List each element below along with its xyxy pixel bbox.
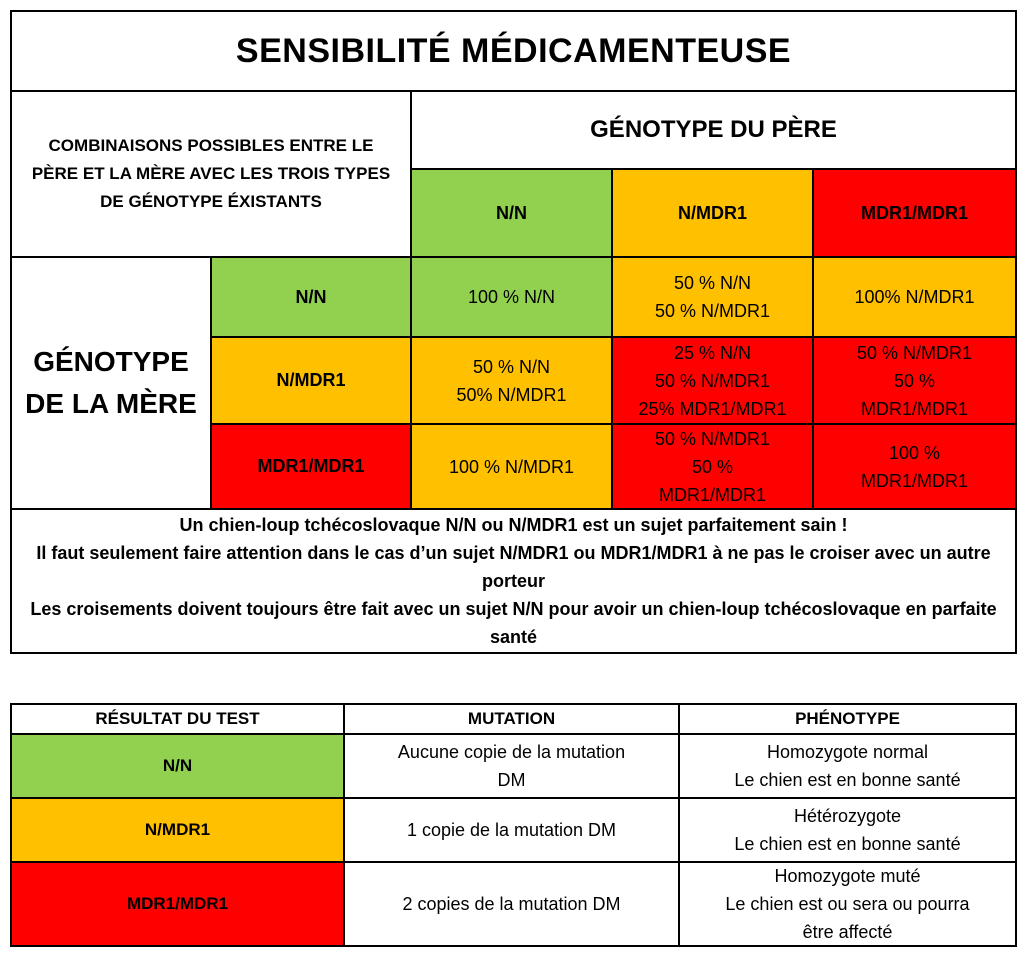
note-line: Il faut seulement faire attention dans le cas d’un sujet N/MDR1 ou MDR1/MDR1 à ne pas le croiser avec un autre porteur xyxy=(36,543,991,591)
grid-cell: 50 % N/N 50 % N/MDR1 xyxy=(611,256,814,338)
mother-genotype-nn: N/N xyxy=(210,256,412,338)
legend-header-phenotype: PHÉNOTYPE xyxy=(678,703,1017,735)
legend-phenotype: Homozygote normal Le chien est en bonne santé xyxy=(678,733,1017,799)
grid-cell: 100 % MDR1/MDR1 xyxy=(812,423,1017,510)
grid-cell: 50 % N/N 50% N/MDR1 xyxy=(410,336,613,425)
mother-genotype-mdr1mdr1: MDR1/MDR1 xyxy=(210,423,412,510)
grid-cell: 100% N/MDR1 xyxy=(812,256,1017,338)
legend-mutation: Aucune copie de la mutation DM xyxy=(343,733,680,799)
father-genotype-header: GÉNOTYPE DU PÈRE xyxy=(410,90,1017,170)
legend-mutation: 1 copie de la mutation DM xyxy=(343,797,680,863)
grid-cell: 50 % N/MDR1 50 % MDR1/MDR1 xyxy=(812,336,1017,425)
grid-cell: 100 % N/MDR1 xyxy=(410,423,613,510)
legend-phenotype: Homozygote muté Le chien est ou sera ou pourra être affecté xyxy=(678,861,1017,947)
father-genotype-nmdr1: N/MDR1 xyxy=(611,168,814,258)
legend-header-mutation: MUTATION xyxy=(343,703,680,735)
father-genotype-mdr1mdr1: MDR1/MDR1 xyxy=(812,168,1017,258)
mother-genotype-header: GÉNOTYPE DE LA MÈRE xyxy=(10,256,212,510)
legend-result-nmdr1: N/MDR1 xyxy=(10,797,345,863)
legend-result-nn: N/N xyxy=(10,733,345,799)
grid-cell: 25 % N/N 50 % N/MDR1 25% MDR1/MDR1 xyxy=(611,336,814,425)
notes-box xyxy=(10,508,1017,654)
father-genotype-nn: N/N xyxy=(410,168,613,258)
note-line: Les croisements doivent toujours être fait avec un sujet N/N pour avoir un chien-loup tchécoslovaque en parfaite santé xyxy=(30,599,997,647)
legend-phenotype: Hétérozygote Le chien est en bonne santé xyxy=(678,797,1017,863)
legend-result-mdr1mdr1: MDR1/MDR1 xyxy=(10,861,345,947)
combinations-label: COMBINAISONS POSSIBLES ENTRE LE PÈRE ET LA MÈRE AVEC LES TROIS TYPES DE GÉNOTYPE ÉXISTANTS xyxy=(10,90,412,258)
legend-header-result: RÉSULTAT DU TEST xyxy=(10,703,345,735)
page-title: SENSIBILITÉ MÉDICAMENTEUSE xyxy=(10,10,1017,92)
grid-cell: 50 % N/MDR1 50 % MDR1/MDR1 xyxy=(611,423,814,510)
note-line: Un chien-loup tchécoslovaque N/N ou N/MDR1 est un sujet parfaitement sain ! xyxy=(179,515,848,535)
legend-mutation: 2 copies de la mutation DM xyxy=(343,861,680,947)
grid-cell: 100 % N/N xyxy=(410,256,613,338)
mother-genotype-nmdr1: N/MDR1 xyxy=(210,336,412,425)
